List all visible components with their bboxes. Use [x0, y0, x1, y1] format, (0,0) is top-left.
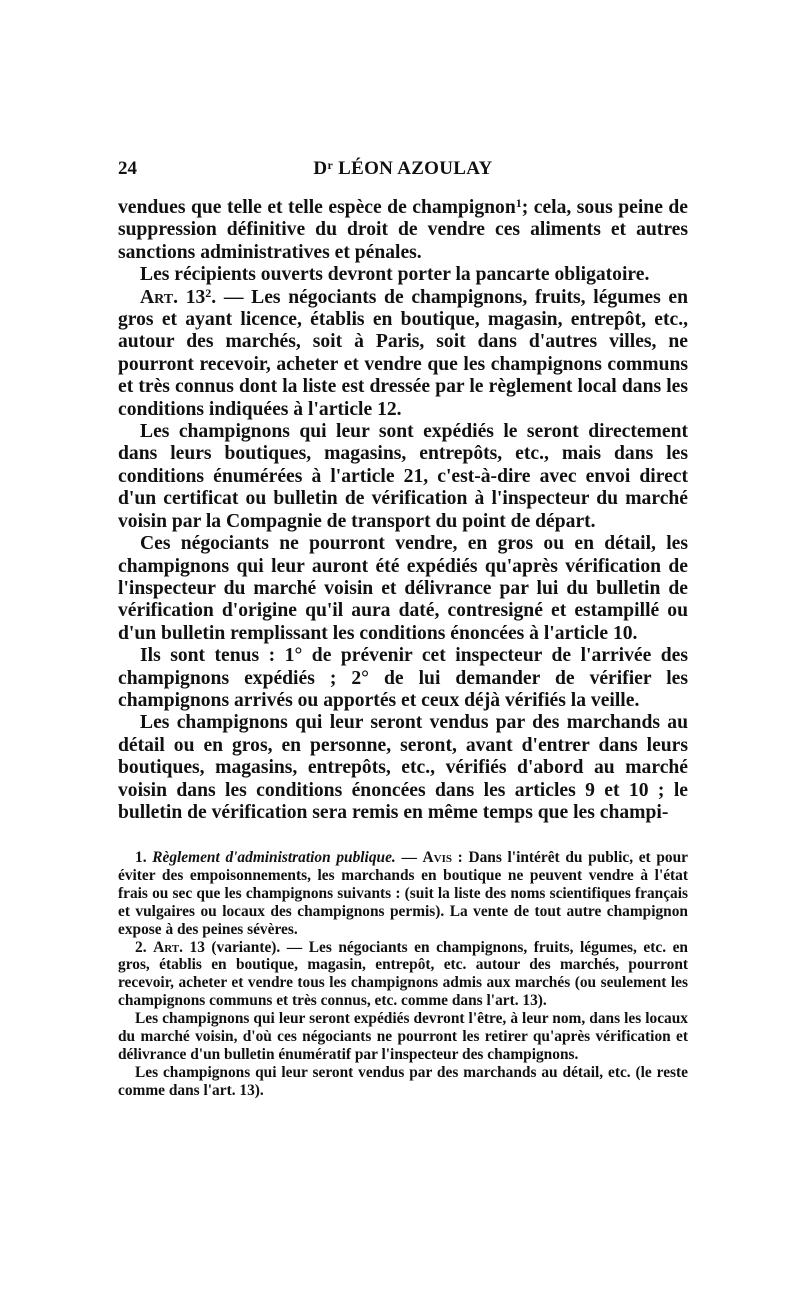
page-number: 24	[118, 158, 137, 179]
footnote-2-continued-2: Les champignons qui leur seront vendus par des marchands au détail, etc. (le reste comme dans l'art. 13).	[118, 1063, 688, 1099]
paragraph-7: Les champignons qui leur seront vendus par des marchands au détail ou en gros, en personne, seront, avant d'entrer dans leurs boutiques, magasins, entrepôts, etc., vérifiés d'abord au marché voisin dans les conditions énoncées dans les articles 9 et 10 ; le bulletin de vérification sera remis en même temps que les champi-	[118, 712, 688, 823]
running-title-name: LÉON AZOULAY	[333, 158, 493, 179]
paragraph-3	[118, 287, 688, 421]
footnote-1-text: : Dans l'intérêt du public, et pour éviter des empoisonnements, les marchands en boutique ne peuvent vendre à l'état frais ou sec que les champignons suivants : (suit la liste des noms scientifiques français et vulgaires ou locaux des champignons permis). La vente de tout autre champignon expose à des peines sévères.	[118, 849, 689, 938]
footnote-2-number: 2.	[135, 938, 154, 956]
paragraph-4: Les champignons qui leur sont expédiés le seront directement dans leurs boutiques, magasins, entrepôts, etc., mais dans les conditions énumérées à l'article 21, c'est-à-dire avec envoi direct d'un certificat ou bulletin de vérification à l'inspecteur du marché voisin par la Compagnie de transport du point de départ.	[118, 421, 688, 532]
paragraph-6: Ils sont tenus : 1° de prévenir cet inspecteur de l'arrivée des champignons expédiés ; 2° de lui demander de vérifier les champignons arrivés ou apportés et ceux déjà vérifiés la veille.	[118, 645, 688, 711]
footnote-2-article-label: Art.	[153, 938, 183, 956]
footnote-1-number: 1.	[135, 849, 153, 866]
footnote-2-text: 13 (variante). — Les négociants en champignons, fruits, légumes, etc. en gros, établis en boutique, magasin, entrepôt, etc. autour des marchés, pourront recevoir, acheter et vendre tous les champignons admis aux marchés (ou seulement les champignons communs et très connus, etc. comme dans l'art. 13).	[118, 938, 688, 1010]
footnote-1-title: Règlement d'administration publique.	[152, 849, 396, 866]
footnote-1-avis: Avis	[422, 849, 452, 866]
running-title-prefix: D	[313, 158, 328, 179]
footnote-2	[118, 939, 688, 1011]
paragraph-1-rest: ; cela, sous peine de suppression définitive du droit de vendre ces aliments et autres sanctions administratives et pénales.	[118, 197, 688, 263]
article-label: Art.	[140, 286, 179, 308]
footnote-1-dash: —	[395, 849, 423, 866]
page-header	[118, 158, 688, 184]
footnote-2-continued-1: Les champignons qui leur seront expédiés devront l'être, à leur nom, dans les locaux du marché voisin, d'où ces négociants ne pourront les retirer qu'après vérification et délivrance d'un bulletin énumératif par l'inspecteur des champignons.	[118, 1010, 688, 1063]
footnote-1	[118, 849, 688, 939]
footnote-marker-1: 1	[515, 196, 522, 210]
running-title	[118, 158, 688, 180]
paragraph-5: Ces négociants ne pourront vendre, en gros ou en détail, les champignons qui leur auront été expédiés qu'après vérification de l'inspecteur du marché voisin et délivrance par lui du bulletin de vérification d'origine qu'il aura daté, contresigné et estampillé ou d'un bulletin remplissant les conditions énoncées à l'article 10.	[118, 533, 688, 644]
running-title-superscript: r	[327, 158, 334, 172]
paragraph-1	[118, 197, 688, 264]
footnote-marker-2: 2	[205, 285, 212, 300]
main-text	[118, 197, 688, 824]
paragraph-2: Les récipients ouverts devront porter la pancarte obligatoire.	[140, 264, 650, 286]
article-number: 13	[178, 286, 206, 308]
footnotes	[118, 849, 688, 1100]
paragraph-3-text: . — Les négociants de champignons, fruits, légumes en gros et ayant licence, établis en boutique, magasin, entrepôt, etc., autour des marchés, soit à Paris, soit dans d'autres villes, ne pourront recevoir, acheter et vendre que les champignons communs et très connus dont la liste est dressée par le règlement local dans les conditions indiquées à l'article 12.	[118, 286, 689, 420]
paragraph-1-text: vendues que telle et telle espèce de champignon	[118, 197, 516, 218]
